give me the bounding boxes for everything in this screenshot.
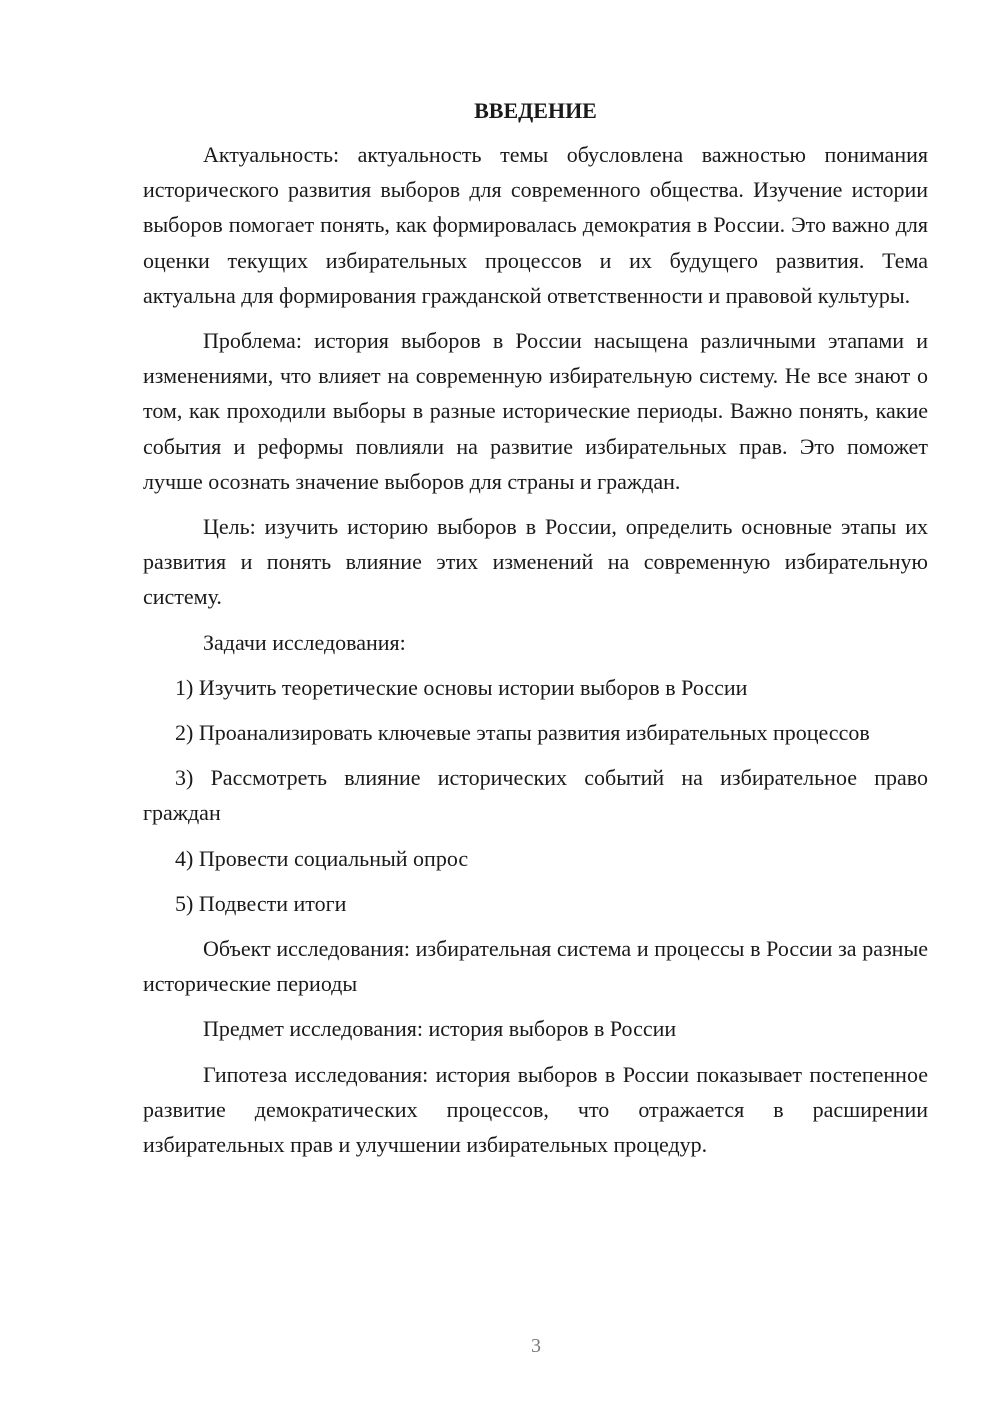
section-title: ВВЕДЕНИЕ — [474, 98, 597, 123]
paragraph-goal: Цель: изучить историю выборов в России, определить основные этапы их развития и понять влияние этих изменений на современную избирательную систему. — [143, 514, 928, 610]
task-item: 5) Подвести итоги — [175, 890, 347, 916]
task-item: 3) Рассмотреть влияние исторических событий на избирательное право граждан — [143, 765, 928, 826]
page-number: 3 — [531, 1335, 541, 1357]
paragraph-tasks-heading: Задачи исследования: — [203, 629, 406, 655]
paragraph-hypothesis: Гипотеза исследования: история выборов в России показывает постепенное развитие демократических процессов, что отражается в расширении избирательных прав и улучшении избирательных процедур. — [143, 1061, 928, 1158]
page-body — [143, 95, 928, 1172]
paragraph-subject: Предмет исследования: история выборов в России — [203, 1016, 677, 1042]
paragraph-relevance: Актуальность: актуальность темы обусловлена важностью понимания исторического развития выборов для современного общества. Изучение истории выборов помогает понять, как формировалась демократия в России. Это важно для оценки текущих избирательных процессов и их будущего развития. Тема актуальна для формирования гражданской ответственности и правовой культуры. — [143, 142, 928, 308]
task-item: 4) Провести социальный опрос — [175, 845, 469, 871]
task-item: 1) Изучить теоретические основы истории выборов в России — [175, 674, 748, 700]
paragraph-problem: Проблема: история выборов в России насыщена различными этапами и изменениями, что влияет на современную избирательную систему. Не все знают о том, как проходили выборы в разные исторические периоды. Важно понять, какие события и реформы повлияли на развитие избирательных прав. Это поможет лучше осознать значение выборов для страны и граждан. — [143, 328, 928, 494]
task-item: 2) Проанализировать ключевые этапы развития избирательных процессов — [175, 720, 870, 746]
paragraph-object: Объект исследования: избирательная система и процессы в России за разные исторические периоды — [143, 936, 928, 997]
